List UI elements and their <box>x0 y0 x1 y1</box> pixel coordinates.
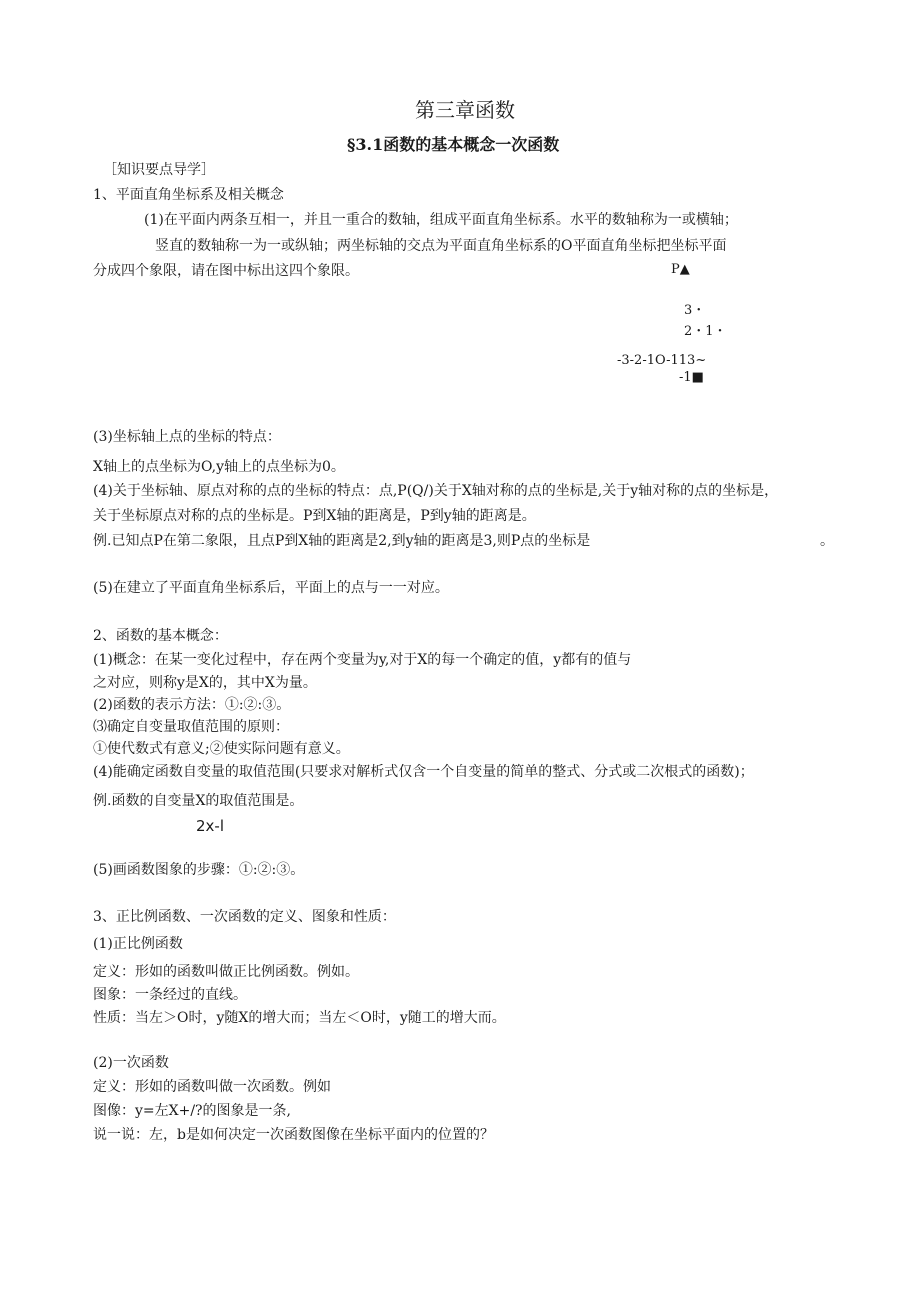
linear-graph: 图像：y=左X+/?的图象是一条, <box>93 1103 292 1119</box>
section1-example: 例.已知点P在第二象限，且点P到X轴的距离是2,到y轴的距离是3,则P点的坐标是 <box>93 533 591 549</box>
intro-label: ［知识要点导学］ <box>103 162 215 178</box>
section2-representation: (2)函数的表示方法：①:②:③。 <box>93 697 291 713</box>
figure-row-3: 3・ <box>684 303 706 318</box>
section1-example-end: 。 <box>820 533 834 549</box>
figure-row-2-1: 2・1・ <box>684 324 727 339</box>
section1-p4-line2: 关于坐标原点对称的点的坐标是。P到X轴的距离是，P到y轴的距离是。 <box>93 508 536 524</box>
section2-domain-principles: ⑶确定自变量取值范围的原则： <box>93 719 289 735</box>
proportional-property: 性质：当左＞O时，y随X的增大而；当左＜O时，y随工的增大而。 <box>93 1010 506 1026</box>
linear-question: 说一说：左，b是如何决定一次函数图像在坐标平面内的位置的？ <box>93 1127 494 1143</box>
proportional-title: (1)正比例函数 <box>93 936 183 952</box>
chapter-title: 第三章函数 <box>415 98 515 122</box>
section2-example: 例.函数的自变量X的取值范围是。 <box>93 793 304 809</box>
section1-p1-line1: (1)在平面内两条互相一，并且一重合的数轴，组成平面直角坐标系。水平的数轴称为一或横轴； <box>144 212 738 228</box>
section3-heading: 3、正比例函数、一次函数的定义、图象和性质： <box>93 909 396 925</box>
linear-definition: 定义：形如的函数叫做一次函数。例如 <box>93 1079 331 1095</box>
proportional-graph: 图象：一条经过的直线。 <box>93 987 247 1003</box>
section2-domain-items: ①使代数式有意义;②使实际问题有意义。 <box>93 741 350 757</box>
section2-concept-line2: 之对应，则称y是X的，其中X为量。 <box>93 675 317 691</box>
section2-formula: 2x-l <box>196 817 225 835</box>
proportional-definition: 定义：形如的函数叫做正比例函数。例如。 <box>93 964 359 980</box>
section1-p1-line2: 竖直的数轴称一为一或纵轴；两坐标轴的交点为平面直角坐标系的O平面直角坐标把坐标平面 <box>155 238 727 254</box>
figure-x-axis-ticks: -3-2-1O-113~ <box>617 353 707 368</box>
section2-heading: 2、函数的基本概念： <box>93 628 228 644</box>
figure-row-neg1: -1■ <box>679 370 704 385</box>
section1-p3-heading: (3)坐标轴上点的坐标的特点： <box>93 429 281 445</box>
section-subtitle: §3.1函数的基本概念一次函数 <box>347 135 560 154</box>
section1-heading: 1、平面直角坐标系及相关概念 <box>93 187 284 203</box>
section2-domain-scope: (4)能确定函数自变量的取值范围(只要求对解析式仅含一个自变量的简单的整式、分式或二次根式的函数)； <box>93 764 754 780</box>
figure-axis-label: P▲ <box>671 262 690 277</box>
section1-p3-body: X轴上的点坐标为O,y轴上的点坐标为0。 <box>93 459 345 475</box>
section2-concept-line1: (1)概念：在某一变化过程中，存在两个变量为y,对于X的每一个确定的值，y都有的值与 <box>93 652 632 668</box>
section1-p1-line3: 分成四个象限，请在图中标出这四个象限。 <box>93 263 359 279</box>
section1-p4-line1: (4)关于坐标轴、原点对称的点的坐标的特点：点,P(Q/)关于X轴对称的点的坐标是,关于y轴对称的点的坐标是， <box>93 483 779 499</box>
section2-drawing-steps: (5)画函数图象的步骤：①:②:③。 <box>93 862 305 878</box>
linear-title: (2)一次函数 <box>93 1055 169 1071</box>
section1-p5: (5)在建立了平面直角坐标系后，平面上的点与一一对应。 <box>93 580 449 596</box>
